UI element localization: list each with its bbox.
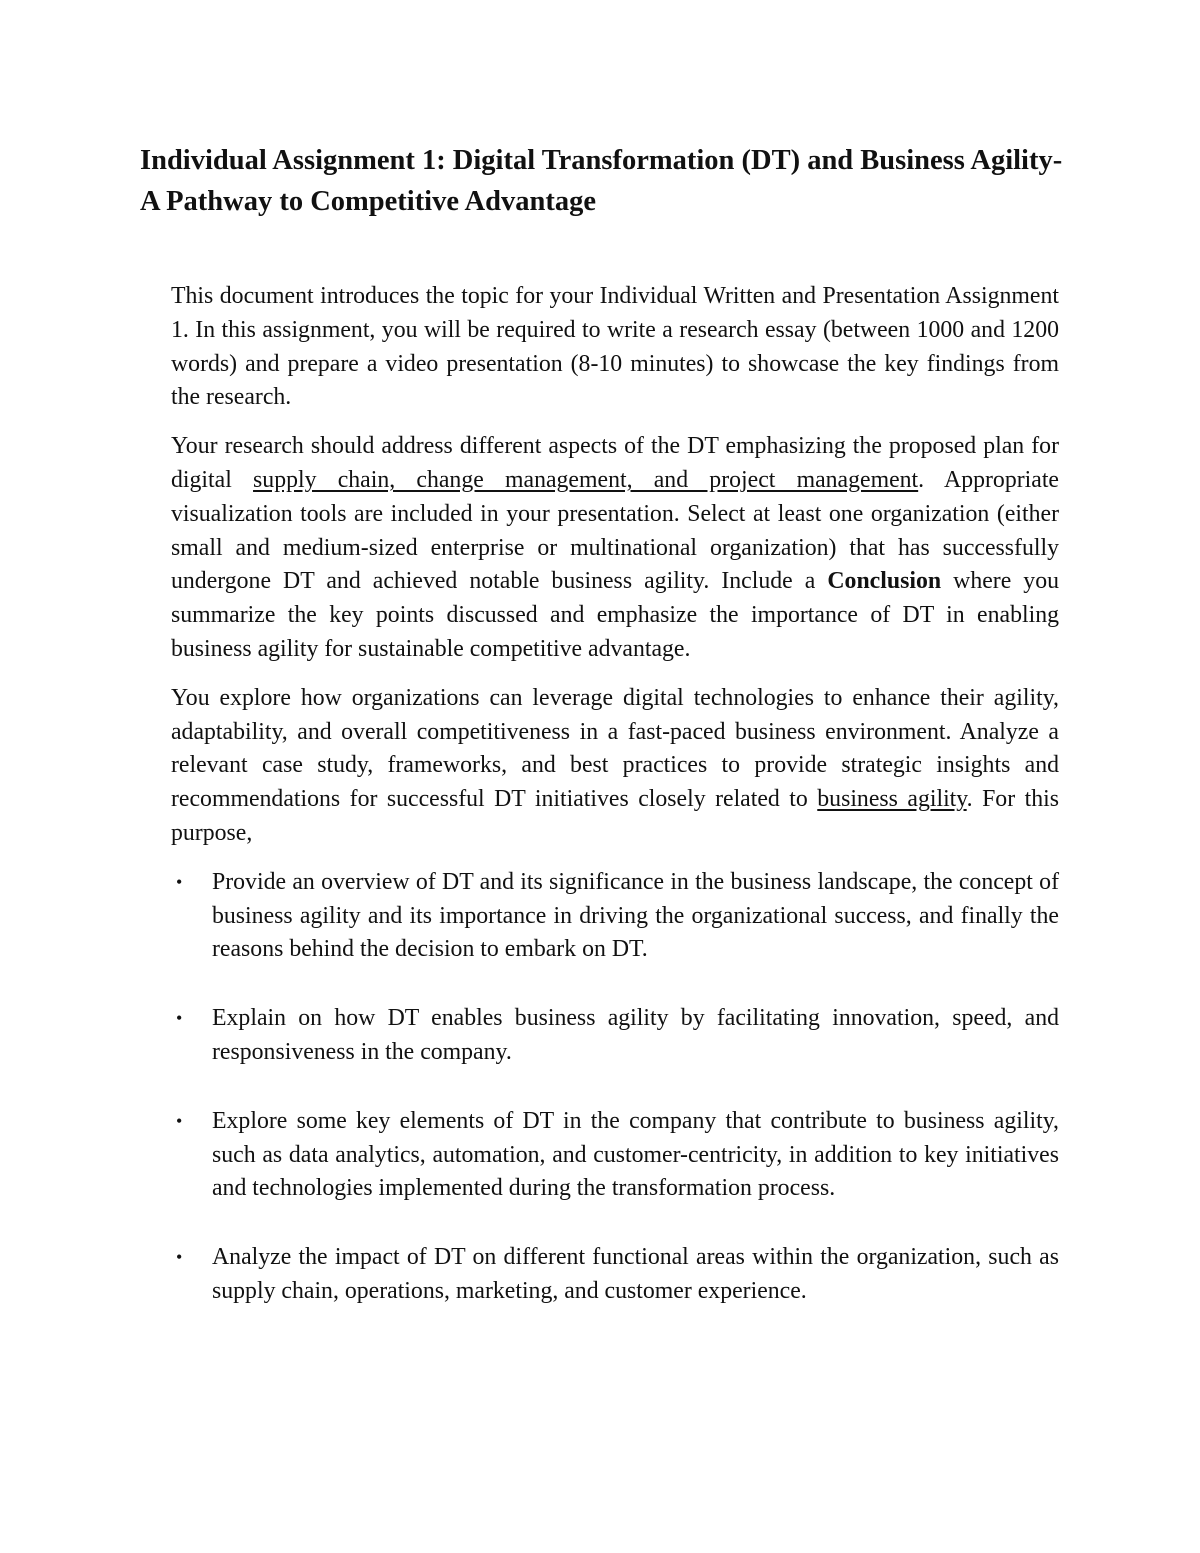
list-item [171, 1002, 1059, 1070]
intro-paragraph: This document introduces the topic for your Individual Written and Presentation Assignment 1. In this assignment, you will be required to write a research essay (between 1000 and 1200 words) and prepare a video presentation (8-10 minutes) to showcase the key findings from the research. [171, 283, 1059, 411]
bullet-icon: • [176, 1247, 183, 1268]
explore-paragraph-text-2: . For this purpose, [171, 786, 1059, 846]
research-paragraph-text-1: Your research should address different aspects of the DT emphasizing the proposed plan for digital [171, 433, 1059, 493]
explore-paragraph [171, 682, 1059, 851]
research-paragraph [171, 430, 1059, 667]
bullet-text: Explore some key elements of DT in the company that contribute to business agility, such as data analytics, automation, and customer-centricity, in addition to key initiatives and technologies implemented during the transformation process. [212, 1107, 1059, 1202]
list-item [171, 1241, 1059, 1309]
explore-paragraph-text-1: You explore how organizations can leverage digital technologies to enhance their agility, adaptability, and overall competitiveness in a fast-paced business environment. Analyze a relevant case study, frameworks, and best practices to provide strategic insights and recommendations for successful DT initiatives closely related to [171, 684, 1059, 813]
list-item [171, 1105, 1059, 1206]
bullet-text: Explain on how DT enables business agility by facilitating innovation, speed, and responsiveness in the company. [212, 1005, 1059, 1065]
bullet-text: Provide an overview of DT and its significance in the business landscape, the concept of business agility and its importance in driving the organizational success, and finally the reasons behind the decision to embark on DT. [212, 868, 1059, 963]
bullet-icon: • [176, 871, 183, 892]
bullet-icon: • [176, 1110, 183, 1131]
conclusion-keyword: Conclusion [827, 568, 942, 595]
bullet-icon: • [176, 1008, 183, 1029]
list-item [171, 866, 1059, 967]
research-paragraph-text-2: . Appropriate visualization tools are included in your presentation. Select at least one organization (either small and medium-sized enterprise or multinational organization) that has successfully undergone DT and achieved notable business agility. Include a [171, 466, 1059, 595]
bullet-list [171, 866, 1059, 1309]
underlined-business-agility: business agility [817, 786, 967, 813]
bullet-text: Analyze the impact of DT on different functional areas within the organization, such as supply chain, operations, marketing, and customer experience. [212, 1244, 1059, 1304]
underlined-topics: supply chain, change management, and project management [253, 466, 919, 493]
document-body [171, 280, 1059, 1344]
research-paragraph-text-3: where you summarize the key points discussed and emphasize the importance of DT in enabling business agility for sustainable competitive advantage. [171, 568, 1059, 662]
document-title: Individual Assignment 1: Digital Transformation (DT) and Business Agility- A Pathway to Competitive Advantage [140, 145, 1063, 217]
